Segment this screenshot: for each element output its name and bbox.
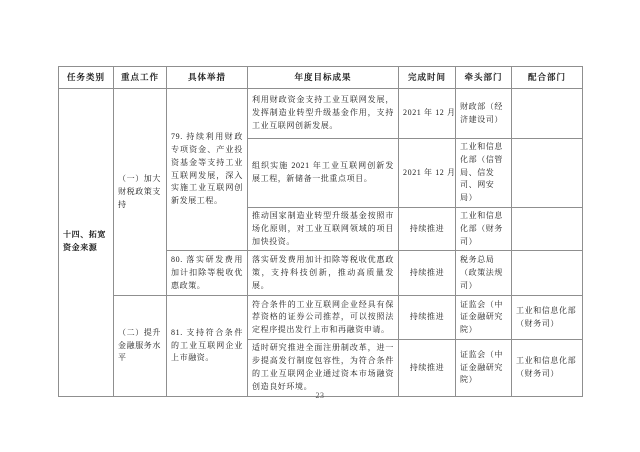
support-dept-cell: 工业和信息化部（财务司） (512, 296, 583, 340)
goal-cell: 落实研发费用加计扣除等税收优惠政策，支持科技创新，推动高质量发展。 (248, 251, 399, 296)
header-lead-dept: 牵头部门 (456, 67, 512, 89)
support-dept-cell: 工业和信息化部（财务司） (512, 340, 583, 396)
lead-dept-cell: 证监会（中证金融研究院） (456, 296, 512, 340)
support-dept-cell (512, 89, 583, 139)
goal-cell: 适时研究推进全面注册制改革，进一步提高发行制度包容性，为符合条件的工业互联网企业通过资本市场融资创造良好环境。 (248, 340, 399, 396)
deadline-cell: 2021 年 12 月 (399, 89, 456, 139)
measure-cell-80: 80. 落实研发费用加计扣除等税收优惠政策。 (167, 251, 248, 296)
key-work-cell-2: （二）提升金融服务水平 (114, 296, 167, 396)
header-deadline: 完成时间 (399, 67, 456, 89)
header-key-work: 重点工作 (114, 67, 167, 89)
support-dept-cell (512, 139, 583, 208)
header-task-category: 任务类别 (59, 67, 114, 89)
goal-cell: 利用财政资金支持工业互联网发展，发挥制造业转型升级基金作用，支持工业互联网创新发展。 (248, 89, 399, 139)
measure-cell-79: 79. 持续利用财政专项资金、产业投资基金等支持工业互联网发展，深入实施工业互联网创新发展工程。 (167, 89, 248, 251)
header-support-dept: 配合部门 (512, 67, 583, 89)
lead-dept-cell: 财政部（经济建设司） (456, 89, 512, 139)
lead-dept-cell: 税务总局（政策法规司） (456, 251, 512, 296)
header-annual-goal: 年度目标成果 (248, 67, 399, 89)
lead-dept-cell: 证监会（中证金融研究院） (456, 340, 512, 396)
page-number: 23 (315, 391, 325, 400)
measure-cell-81: 81. 支持符合条件的工业互联网企业上市融资。 (167, 296, 248, 396)
deadline-cell: 持续推进 (399, 251, 456, 296)
deadline-cell: 持续推进 (399, 207, 456, 250)
goal-cell: 推动国家制造业转型升级基金按照市场化原则，对工业互联网领域的项目加快投资。 (248, 207, 399, 250)
support-dept-cell (512, 207, 583, 250)
lead-dept-cell: 工业和信息化部（信管局、信发司、网安局） (456, 139, 512, 208)
deadline-cell: 持续推进 (399, 296, 456, 340)
lead-dept-cell: 工业和信息化部（财务司） (456, 207, 512, 250)
table-row (59, 89, 583, 139)
support-dept-cell (512, 251, 583, 296)
goal-cell: 符合条件的工业互联网企业经具有保荐资格的证券公司推荐，可以按照法定程序提出发行上市和再融资申请。 (248, 296, 399, 340)
goal-cell: 组织实施 2021 年工业互联网创新发展工程，新储备一批重点项目。 (248, 139, 399, 208)
table-header-row (59, 67, 583, 89)
table-row (59, 296, 583, 340)
deadline-cell: 2021 年 12 月 (399, 139, 456, 208)
deadline-cell: 持续推进 (399, 340, 456, 396)
work-plan-table (58, 66, 583, 397)
key-work-cell-1: （一）加大财税政策支持 (114, 89, 167, 296)
header-measure: 具体举措 (167, 67, 248, 89)
task-category-cell: 十四、拓宽资金来源 (59, 89, 114, 397)
